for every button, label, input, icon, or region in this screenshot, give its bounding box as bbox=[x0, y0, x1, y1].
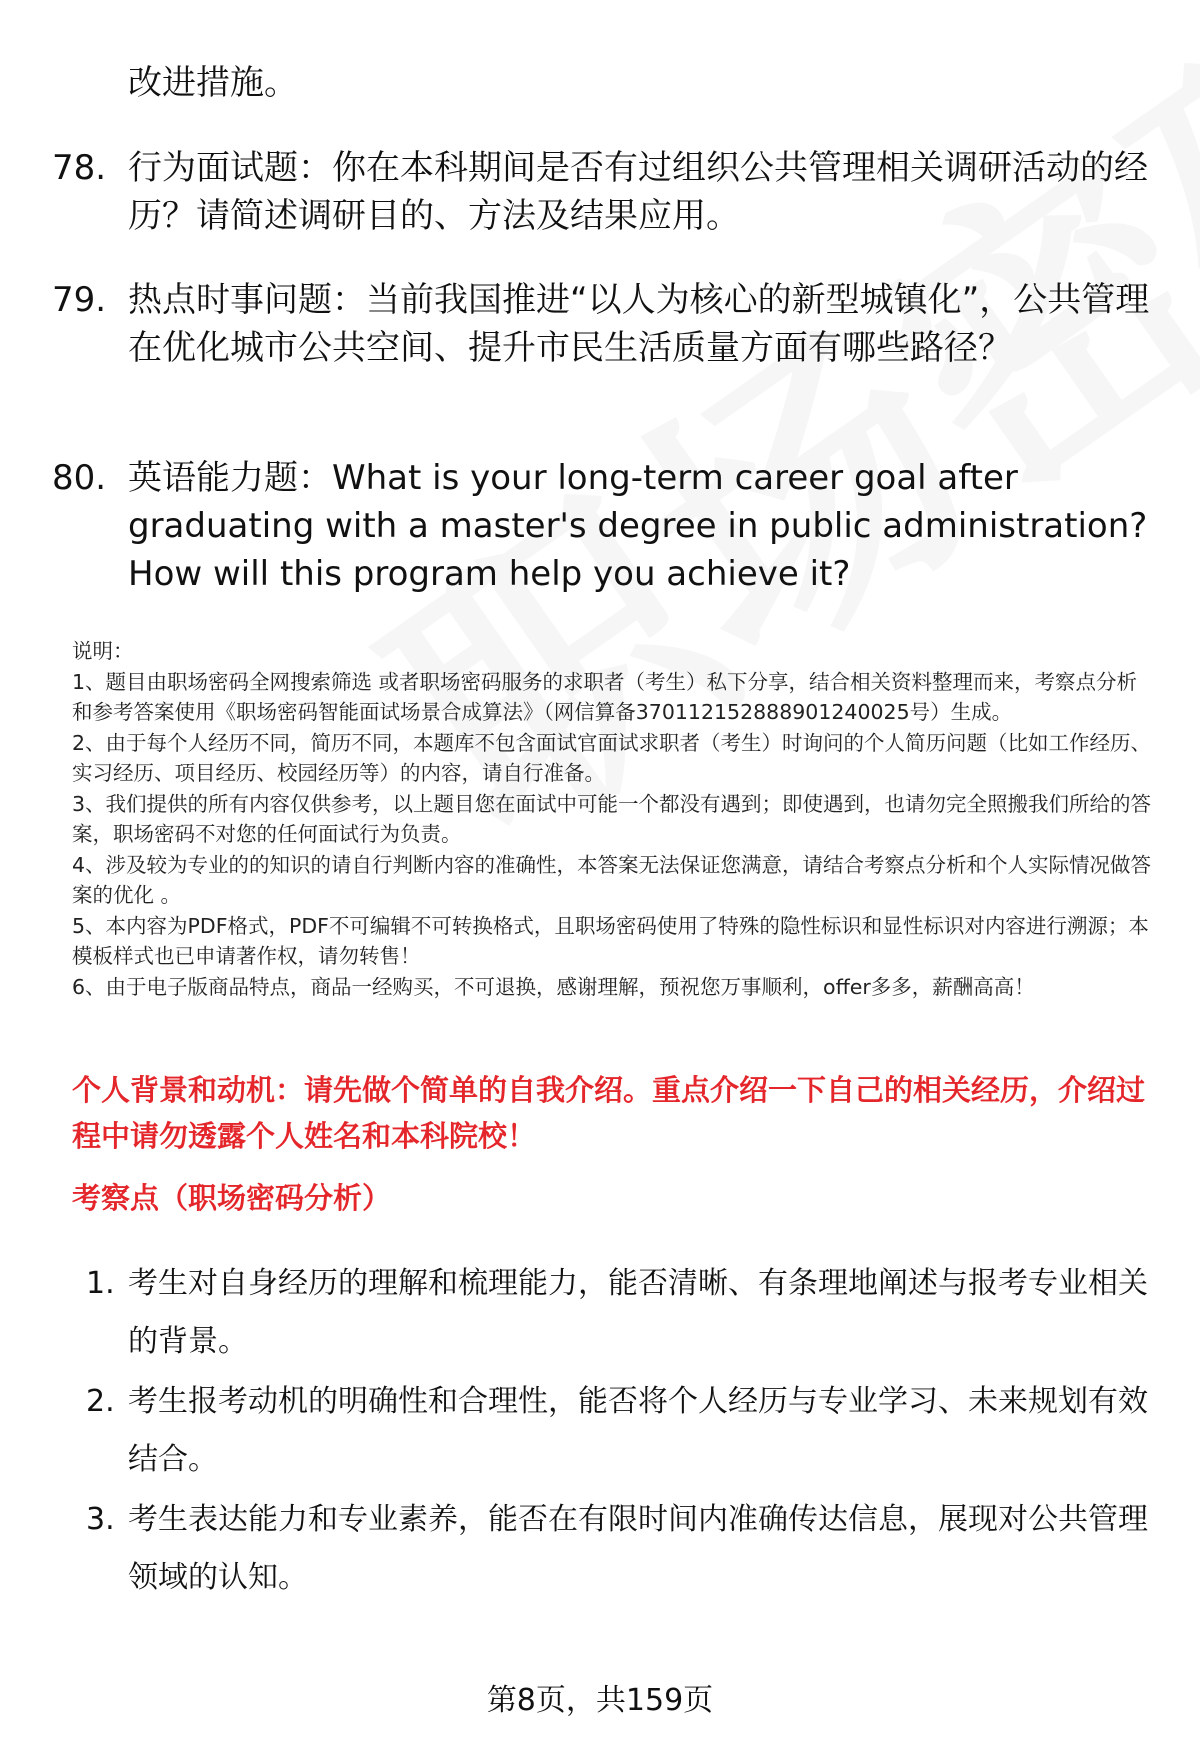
point-text: 考生报考动机的明确性和合理性，能否将个人经历与专业学习、未来规划有效结合。 bbox=[128, 1384, 1148, 1477]
question-text: 热点时事问题：当前我国推进“以人为核心的新型城镇化”，公共管理在优化城市公共空间、提升市民生活质量方面有哪些路径？ bbox=[128, 280, 1150, 368]
question-number: 79. bbox=[52, 280, 107, 320]
note-item: 5、本内容为PDF格式，PDF不可编辑不可转换格式，且职场密码使用了特殊的隐性标识和显性标识对内容进行溯源；本模板样式也已申请著作权，请勿转售！ bbox=[72, 913, 1149, 968]
question-text: 行为面试题：你在本科期间是否有过组织公共管理相关调研活动的经历？请简述调研目的、方法及结果应用。 bbox=[128, 148, 1148, 236]
section-subtitle: 考察点（职场密码分析） bbox=[72, 1181, 392, 1215]
point-number: 3. bbox=[86, 1502, 115, 1537]
question-78 bbox=[52, 144, 1162, 240]
note-item: 1、题目由职场密码全网搜索筛选 或者职场密码服务的求职者（考生）私下分享，结合相关资料整理而来，考察点分析和参考答案使用《职场密码智能面试场景合成算法》（网信算备370112152888901240025号）生成。 bbox=[72, 669, 1138, 724]
question-number: 78. bbox=[52, 148, 107, 188]
point-text: 考生对自身经历的理解和梳理能力，能否清晰、有条理地阐述与报考专业相关的背景。 bbox=[128, 1266, 1148, 1359]
notes-heading: 说明： bbox=[72, 639, 134, 663]
question-number: 80. bbox=[52, 458, 107, 498]
point-number: 1. bbox=[86, 1266, 115, 1301]
analysis-point bbox=[72, 1255, 1162, 1371]
note-item: 4、涉及较为专业的的知识的请自行判断内容的准确性，本答案无法保证您满意，请结合考察点分析和个人实际情况做答案的优化 。 bbox=[72, 852, 1152, 907]
note-item: 2、由于每个人经历不同，简历不同，本题库不包含面试官面试求职者（考生）时询问的个人简历问题（比如工作经历、实习经历、项目经历、校园经历等）的内容，请自行准备。 bbox=[72, 730, 1152, 785]
analysis-point bbox=[72, 1491, 1162, 1607]
notes-section bbox=[72, 636, 1157, 1002]
note-item: 3、我们提供的所有内容仅供参考，以上题目您在面试中可能一个都没有遇到；即使遇到，也请勿完全照搬我们所给的答案，职场密码不对您的任何面试行为负责。 bbox=[72, 791, 1152, 846]
question-79 bbox=[52, 276, 1162, 372]
point-number: 2. bbox=[86, 1384, 115, 1419]
question-80 bbox=[52, 454, 1162, 598]
page-footer: 第8页，共159页 bbox=[486, 1683, 714, 1718]
note-item: 6、由于电子版商品特点，商品一经购买，不可退换，感谢理解，预祝您万事顺利，offer多多，薪酬高高！ bbox=[72, 974, 1035, 999]
question-text: 英语能力题：What is your long-term career goal after graduating with a master's degree in public administration? How will this program help you achieve it? bbox=[128, 458, 1148, 594]
continuation-text: 改进措施。 bbox=[128, 63, 298, 103]
point-text: 考生表达能力和专业素养，能否在有限时间内准确传达信息，展现对公共管理领域的认知。 bbox=[128, 1502, 1148, 1595]
analysis-point bbox=[72, 1373, 1162, 1489]
section-question-title: 个人背景和动机：请先做个简单的自我介绍。重点介绍一下自己的相关经历，介绍过程中请勿透露个人姓名和本科院校！ bbox=[72, 1073, 1146, 1153]
